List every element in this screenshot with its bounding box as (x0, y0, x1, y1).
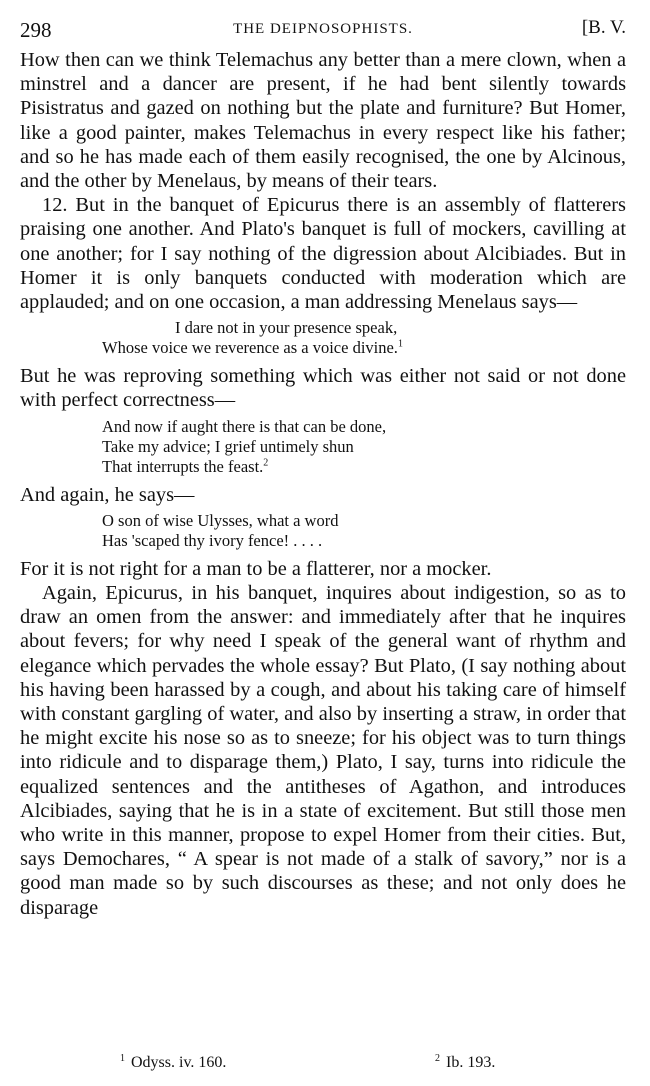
paragraph-again-epicurus: Again, Epicurus, in his banquet, inquires about indigestion, so as to draw an omen from the answer: and immediately after that he inquires about fevers; for why need I speak of the general want of rhythm and elegance which pervades the whole essay? But Plato, (I say nothing about his having been harassed by a cough, and about his taking care of himself with constant gargling of water, and also by inserting a straw, in order that he might excite his nose so as to sneeze; for his object was to turn things into ridicule and to disparage them,) Plato, I say, turns into ridicule the equalized sentences and the antitheses of Agathon, and introduces Alcibiades, saying that he is in a state of excitement. But still those men who write in this manner, propose to expel Homer from their cities. But, says Demochares, “ A spear is not made of a stalk of savory,” nor is a good man made so by such discourses as these; and not only does he disparage (20, 582, 626, 919)
verse-quote-2 (20, 417, 626, 477)
verse-line: I dare not in your presence speak, (175, 318, 398, 338)
verse-quote-3 (20, 511, 626, 551)
paragraph-epicurus-banquet: 12. But in the banquet of Epicurus there is an assembly of flatterers praising one another. And Plato's banquet is full of mockers, cavilling at one another; for I say nothing of the digression about Alcibiades. But in Homer it is only banquets conducted with moderation which are applauded; and on one occasion, a man addressing Menelaus says— (20, 194, 626, 314)
footnote-2: $^2$ Ib. 193. (435, 1052, 496, 1071)
section-marker: [B. V. (581, 17, 626, 38)
verse-line: That interrupts the feast.$^2$ (102, 456, 269, 476)
verse-quote-1 (20, 318, 626, 358)
paragraph-telemachus: How then can we think Telemachus any better than a mere clown, when a minstrel and a dancer are present, if he had bent silently towards Pisistratus and gazed on nothing but the plate and furniture? But Homer, like a good painter, makes Telemachus in every respect like his father; and so he has made each of them easily recognised, the one by Alcinous, and the other by Menelaus, by means of their tears. (20, 49, 626, 193)
footnote-1: $^1$ Odyss. iv. 160. (120, 1052, 227, 1071)
running-title: THE DEIPNOSOPHISTS. (233, 21, 413, 37)
footnote-ref: 2 (263, 457, 269, 469)
verse-line: O son of wise Ulysses, what a word (102, 510, 339, 530)
verse-line: And now if aught there is that can be done, (102, 416, 387, 436)
running-header (20, 14, 626, 48)
verse-line: Take my advice; I grief untimely shun (102, 436, 354, 456)
page-number: 298 (20, 18, 52, 42)
verse-line: Has 'scaped thy ivory fence! . . . . (102, 530, 323, 550)
paragraph-again-he-says: And again, he says— (20, 483, 195, 506)
footnote-ref: 1 (397, 338, 403, 350)
paragraph-reproving: But he was reproving something which was either not said or not done with perfect correctness— (20, 365, 626, 412)
paragraph-not-right: For it is not right for a man to be a flatterer, nor a mocker. (20, 557, 492, 580)
verse-line: Whose voice we reverence as a voice divine.$^1$ (102, 338, 403, 358)
